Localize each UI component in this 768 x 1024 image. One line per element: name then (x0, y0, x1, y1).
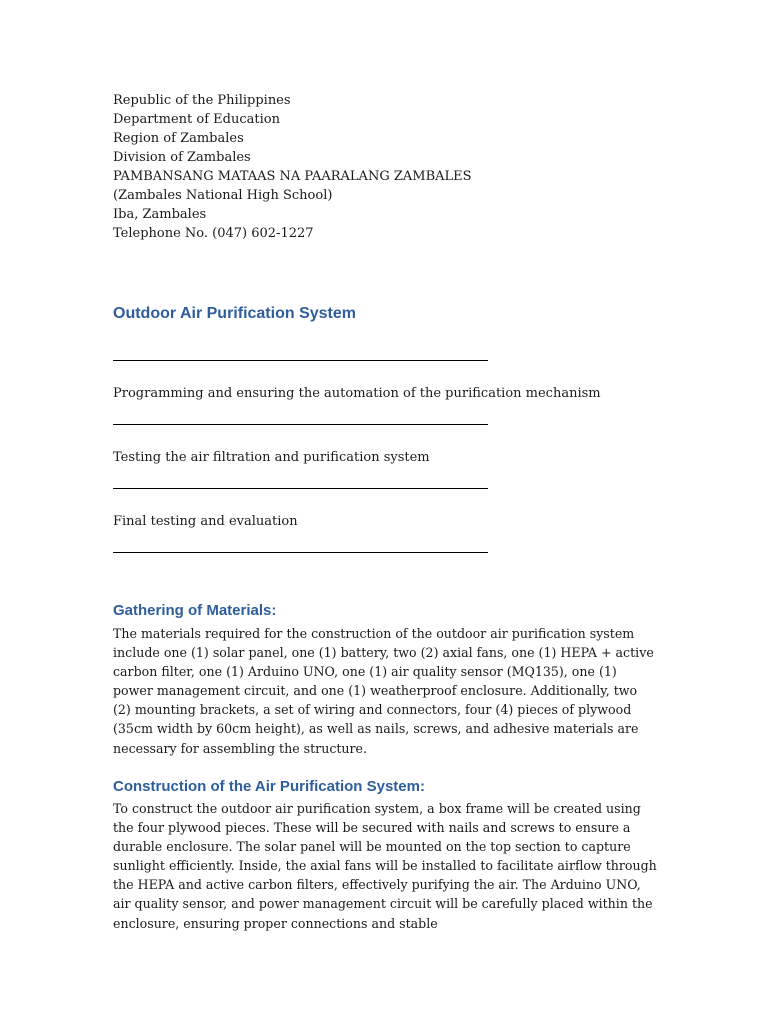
task-line: Testing the air filtration and purification system (113, 450, 430, 465)
header-line-telephone: Telephone No. (047) 602-1227 (113, 226, 314, 241)
signature-rule (113, 424, 488, 425)
task-line: Final testing and evaluation (113, 514, 298, 529)
header-line-country: Republic of the Philippines (113, 93, 291, 108)
section-body-construction: To construct the outdoor air purification system, a box frame will be created using the four plywood pieces. These will be secured with nails and screws to ensure a durable enclosure. The solar panel will be mounted on the top section to capture sunlight efficiently. Inside, the axial fans will be installed to facilitate airflow through the HEPA and active carbon filters, effectively purifying the air. The Arduino UNO, air quality sensor, and power management circuit will be carefully placed within the enclosure, ensuring proper connections and stable (113, 801, 657, 931)
signature-rule (113, 552, 488, 553)
header-line-school-name: PAMBANSANG MATAAS NA PAARALANG ZAMBALES (113, 169, 472, 184)
header-line-address: Iba, Zambales (113, 207, 207, 222)
section-body-materials: The materials required for the construction of the outdoor air purification system include one (1) solar panel, one (1) battery, two (2) axial fans, one (1) HEPA + active carbon filter, one (1) Arduino UNO, one (1) air quality sensor (MQ135), one (1) power management circuit, and one (1) weatherproof enclosure. Additionally, two (2) mounting brackets, a set of wiring and connectors, four (4) pieces of plywood (35cm width by 60cm height), as well as nails, screws, and adhesive materials are necessary for assembling the structure. (113, 626, 654, 756)
document-title: Outdoor Air Purification System (113, 305, 356, 322)
school-header (113, 91, 658, 243)
document-page (113, 91, 658, 931)
header-line-region: Region of Zambales (113, 131, 244, 146)
header-line-school-english: (Zambales National High School) (113, 188, 333, 203)
task-line: Programming and ensuring the automation of the purification mechanism (113, 386, 601, 401)
section-heading-materials: Gathering of Materials: (113, 602, 277, 619)
header-line-department: Department of Education (113, 112, 280, 127)
signature-rule (113, 488, 488, 489)
signature-rule (113, 360, 488, 361)
header-line-division: Division of Zambales (113, 150, 251, 165)
section-heading-construction: Construction of the Air Purification System: (113, 778, 425, 795)
